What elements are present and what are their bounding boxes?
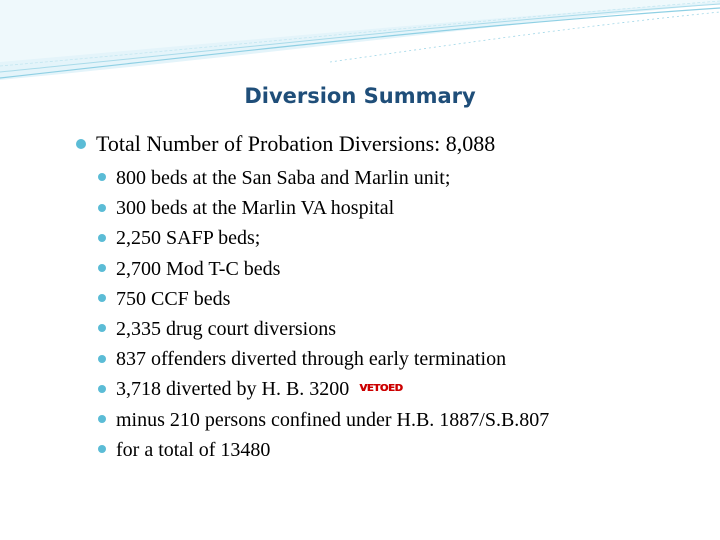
list-item-text: 2,335 drug court diversions bbox=[116, 317, 336, 340]
bullet-dot-icon bbox=[98, 264, 106, 272]
bullet-dot-icon bbox=[98, 173, 106, 181]
list-item bbox=[98, 163, 549, 193]
bullet-dot-icon bbox=[98, 385, 106, 393]
bullet-dot-icon bbox=[98, 324, 106, 332]
list-item-text: 2,700 Mod T-C beds bbox=[116, 257, 281, 280]
sub-bullet-list bbox=[98, 163, 549, 465]
main-bullet-text: Total Number of Probation Diversions: 8,088 bbox=[96, 131, 496, 156]
list-item bbox=[98, 254, 549, 284]
list-item-text: 837 offenders diverted through early termination bbox=[116, 348, 507, 371]
list-item-text: 750 CCF beds bbox=[116, 287, 231, 310]
list-item bbox=[98, 435, 549, 465]
bullet-dot-icon bbox=[76, 139, 86, 149]
list-item bbox=[98, 193, 549, 223]
list-item bbox=[98, 374, 549, 404]
bullet-dot-icon bbox=[98, 234, 106, 242]
bullet-dot-icon bbox=[98, 294, 106, 302]
list-item-text: 2,250 SAFP beds; bbox=[116, 227, 261, 250]
bullet-dot-icon bbox=[98, 415, 106, 423]
list-item bbox=[98, 223, 549, 253]
list-item-text: 300 beds at the Marlin VA hospital bbox=[116, 197, 395, 220]
bullet-dot-icon bbox=[98, 355, 106, 363]
list-item-text: for a total of 13480 bbox=[116, 438, 271, 461]
vetoed-stamp: VETOED bbox=[359, 382, 403, 394]
list-item bbox=[98, 405, 549, 435]
list-item-text: 800 beds at the San Saba and Marlin unit; bbox=[116, 167, 451, 189]
list-item bbox=[98, 284, 549, 314]
list-item-text: minus 210 persons confined under H.B. 1887/S.B.807 bbox=[116, 408, 550, 431]
header-swoosh-decoration bbox=[0, 0, 720, 90]
slide-title: Diversion Summary bbox=[244, 84, 476, 108]
bullet-dot-icon bbox=[98, 204, 106, 212]
bullet-dot-icon bbox=[98, 445, 106, 453]
list-item bbox=[98, 314, 549, 344]
list-item-text: 3,718 diverted by H. B. 3200 bbox=[116, 378, 350, 401]
list-item bbox=[98, 344, 549, 374]
main-bullet bbox=[76, 131, 495, 157]
